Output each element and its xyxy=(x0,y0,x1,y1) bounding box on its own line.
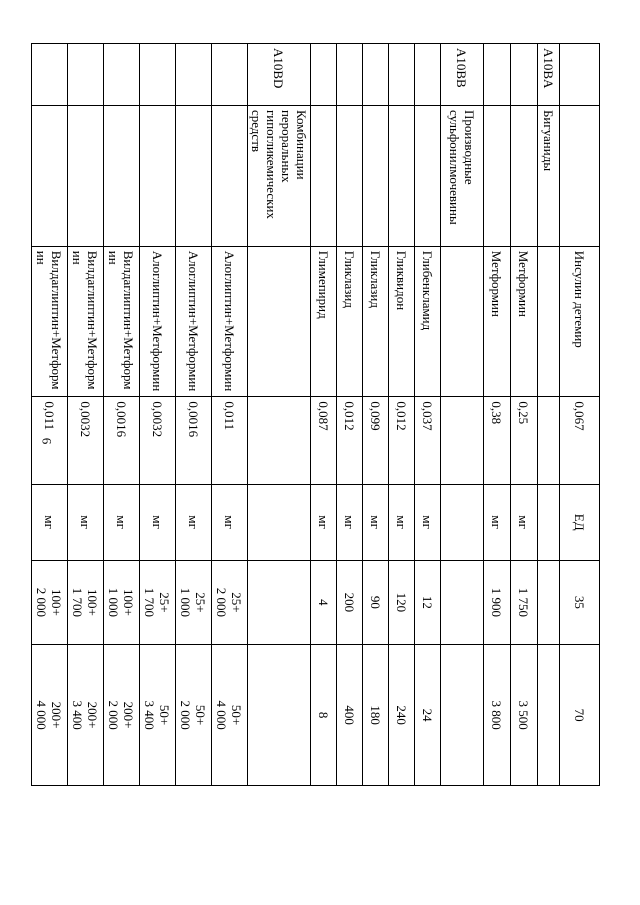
group-name-cell xyxy=(363,105,389,246)
unit-cell: ЕД xyxy=(560,484,600,560)
dose-35-cell xyxy=(212,560,248,644)
drug-name-cell: Инсулин детемир xyxy=(560,246,600,397)
unit-cell: мг xyxy=(389,484,415,560)
cell-text-line: 100+ xyxy=(49,588,65,616)
dose-35-cell xyxy=(68,560,104,644)
empty-cell xyxy=(248,484,311,560)
group-name-cell xyxy=(389,105,415,246)
ratio-cell: 0,012 xyxy=(337,397,363,484)
empty-cell xyxy=(441,484,484,560)
ratio-cell: 0,0032 xyxy=(68,397,104,484)
unit-cell: мг xyxy=(212,484,248,560)
dose-35-cell xyxy=(363,560,389,644)
dose-70-cell xyxy=(484,645,511,786)
dose-35-cell xyxy=(176,560,212,644)
cell-text-line: 2 000 xyxy=(178,700,194,730)
cell-text-line: 2 000 xyxy=(214,587,230,618)
dose-70-cell xyxy=(363,645,389,786)
dose-70-cell xyxy=(415,645,441,786)
table-row xyxy=(176,44,212,786)
unit-cell: мг xyxy=(363,484,389,560)
dose-70-cell: 70 xyxy=(560,645,600,786)
drug-name-cell: Глимепирид xyxy=(311,246,337,397)
cell-text-line: 50+ xyxy=(193,704,209,726)
group-name-cell xyxy=(176,105,212,246)
cell-text-line: 1 700 xyxy=(142,587,158,618)
cell-text-line: Вилдаглиптин+Метформ xyxy=(121,250,137,390)
group-name-cell xyxy=(212,105,248,246)
atc-code-cell: A10BA xyxy=(538,44,560,106)
dose-70-cell xyxy=(212,645,248,786)
dose-70-cell xyxy=(32,645,68,786)
drug-name-cell: Метформин xyxy=(484,246,511,397)
atc-code-cell xyxy=(68,44,104,106)
dose-70-cell xyxy=(389,645,415,786)
cell-text-line: 4 xyxy=(316,599,331,606)
table-row xyxy=(212,44,248,786)
cell-text-line: 8 xyxy=(316,711,331,719)
rotated-table-container xyxy=(34,43,600,786)
unit-cell: мг xyxy=(68,484,104,560)
ratio-cell: 0,011 xyxy=(32,397,68,484)
table-row xyxy=(415,44,441,786)
dose-70-cell xyxy=(337,645,363,786)
group-name-cell xyxy=(441,105,484,246)
ratio-cell: 0,38 xyxy=(484,397,511,484)
cell-text-line: 200+ xyxy=(85,701,101,729)
cell-text-line: 400 xyxy=(342,705,357,725)
table-row xyxy=(32,44,68,786)
dose-35-cell xyxy=(484,560,511,644)
empty-cell xyxy=(248,560,311,644)
ratio-cell: 0,087 xyxy=(311,397,337,484)
group-name-cell xyxy=(560,105,600,246)
cell-text-line: 200+ xyxy=(49,701,65,729)
cell-text-line: сульфонилмочевины xyxy=(447,109,462,225)
empty-cell xyxy=(441,645,484,786)
table-row xyxy=(311,44,337,786)
dose-35-cell xyxy=(104,560,140,644)
dose-70-cell xyxy=(176,645,212,786)
group-row xyxy=(248,44,311,786)
ratio-cell: 0,037 xyxy=(415,397,441,484)
cell-text-line: 4 000 xyxy=(34,700,50,730)
cell-text-line: 1 000 xyxy=(178,587,194,618)
cell-text-line: 25+ xyxy=(157,592,173,613)
group-name-cell xyxy=(337,105,363,246)
group-name-cell xyxy=(484,105,511,246)
table-row xyxy=(363,44,389,786)
group-name-cell xyxy=(32,105,68,246)
table-row xyxy=(337,44,363,786)
cell-text-line: 240 xyxy=(394,705,409,725)
cell-text-line: ин xyxy=(34,250,50,265)
cell-text-line: 100+ xyxy=(121,588,137,616)
drug-dose-table xyxy=(31,43,600,786)
dose-35-cell xyxy=(32,560,68,644)
ratio-cell: 0,012 xyxy=(389,397,415,484)
empty-cell xyxy=(248,246,311,397)
group-row xyxy=(538,44,560,786)
group-name-cell: Бигуаниды xyxy=(538,105,560,246)
dose-70-cell xyxy=(311,645,337,786)
cell-text-line: 50+ xyxy=(157,704,173,726)
dose-70-cell xyxy=(104,645,140,786)
ratio-cell: 0,0016 xyxy=(104,397,140,484)
cell-text-line: Производные xyxy=(462,109,477,185)
atc-code-cell xyxy=(337,44,363,106)
unit-cell: мг xyxy=(32,484,68,560)
table-row xyxy=(560,44,600,786)
atc-code-cell: A10BD xyxy=(248,44,311,106)
dose-35-cell xyxy=(389,560,415,644)
drug-name-cell: Гликлазид xyxy=(337,246,363,397)
atc-code-cell xyxy=(484,44,511,106)
group-name-cell xyxy=(415,105,441,246)
cell-text-line: 1 000 xyxy=(106,587,122,618)
cell-text-line: 50+ xyxy=(229,704,245,726)
cell-text-line: 100+ xyxy=(85,588,101,616)
drug-name-cell: Алоглиптин+Метформин xyxy=(176,246,212,397)
dose-35-cell: 35 xyxy=(560,560,600,644)
cell-text-line: 120 xyxy=(394,592,409,613)
atc-code-cell xyxy=(104,44,140,106)
empty-cell xyxy=(248,645,311,786)
cell-text-line: ин xyxy=(106,250,122,265)
cell-text-line: 12 xyxy=(420,595,435,609)
cell-text-line: 200+ xyxy=(121,701,137,729)
ratio-cell: 0,0032 xyxy=(140,397,176,484)
ratio-cell: 0,25 xyxy=(511,397,538,484)
drug-name-cell xyxy=(32,246,68,397)
drug-name-cell: Алоглиптин+Метформин xyxy=(212,246,248,397)
group-name-cell xyxy=(511,105,538,246)
cell-text-line: 3 400 xyxy=(70,700,86,730)
atc-code-cell xyxy=(560,44,600,106)
unit-cell: мг xyxy=(176,484,212,560)
table-row xyxy=(68,44,104,786)
atc-code-cell xyxy=(389,44,415,106)
atc-code-cell xyxy=(32,44,68,106)
cell-text-line: 1 750 xyxy=(516,587,532,618)
unit-cell: мг xyxy=(511,484,538,560)
table-row xyxy=(140,44,176,786)
atc-code-cell: A10BB xyxy=(441,44,484,106)
group-name-cell xyxy=(311,105,337,246)
cell-text-line: 180 xyxy=(368,705,383,725)
cell-text-line: ин xyxy=(70,250,86,265)
dose-35-cell xyxy=(140,560,176,644)
atc-code-cell xyxy=(311,44,337,106)
dose-70-cell xyxy=(511,645,538,786)
atc-code-cell xyxy=(415,44,441,106)
cell-text-line: 2 000 xyxy=(34,587,50,618)
group-name-cell xyxy=(68,105,104,246)
empty-cell xyxy=(441,246,484,397)
table-row xyxy=(511,44,538,786)
cell-text-line: 4 000 xyxy=(214,700,230,730)
unit-cell: мг xyxy=(311,484,337,560)
group-name-cell xyxy=(248,105,311,246)
cell-text-line: 200 xyxy=(342,592,357,613)
cell-text-line: Вилдаглиптин+Метформ xyxy=(85,250,101,390)
drug-name-cell: Метформин xyxy=(511,246,538,397)
unit-cell: мг xyxy=(104,484,140,560)
drug-name-cell xyxy=(104,246,140,397)
empty-cell xyxy=(441,560,484,644)
cell-text-line: 25+ xyxy=(229,592,245,613)
table-row xyxy=(104,44,140,786)
unit-cell: мг xyxy=(484,484,511,560)
page-number: 6 xyxy=(39,437,55,445)
group-name-cell xyxy=(104,105,140,246)
atc-code-cell xyxy=(140,44,176,106)
cell-text-line: 2 000 xyxy=(106,700,122,730)
cell-text-line: 90 xyxy=(368,595,383,609)
empty-cell xyxy=(248,397,311,484)
ratio-cell: 0,011 xyxy=(212,397,248,484)
cell-text-line: 1 700 xyxy=(70,587,86,618)
cell-text-line: Вилдаглиптин+Метформ xyxy=(49,250,65,390)
unit-cell: мг xyxy=(140,484,176,560)
cell-text-line: 24 xyxy=(420,708,435,722)
dose-35-cell xyxy=(311,560,337,644)
drug-name-cell: Глибенкламид xyxy=(415,246,441,397)
unit-cell: мг xyxy=(337,484,363,560)
cell-text-line: 1 900 xyxy=(489,587,505,618)
group-name-cell xyxy=(140,105,176,246)
table-row xyxy=(484,44,511,786)
cell-text-line: 25+ xyxy=(193,592,209,613)
drug-name-cell: Гликлазид xyxy=(363,246,389,397)
dose-35-cell xyxy=(511,560,538,644)
ratio-cell: 0,099 xyxy=(363,397,389,484)
atc-code-cell xyxy=(176,44,212,106)
cell-text-line: 3 500 xyxy=(516,700,532,730)
drug-name-cell: Гликвидон xyxy=(389,246,415,397)
group-row xyxy=(441,44,484,786)
ratio-cell: 0,067 xyxy=(560,397,600,484)
dose-35-cell xyxy=(415,560,441,644)
atc-code-cell xyxy=(212,44,248,106)
drug-name-cell: Алоглиптин+Метформин xyxy=(140,246,176,397)
cell-text-line: 3 800 xyxy=(489,700,505,730)
cell-text-line: гипогликемических средств xyxy=(249,109,279,219)
drug-name-cell xyxy=(68,246,104,397)
dose-35-cell xyxy=(337,560,363,644)
unit-cell: мг xyxy=(415,484,441,560)
cell-text-line: 3 400 xyxy=(142,700,158,730)
dose-70-cell xyxy=(140,645,176,786)
table-row xyxy=(389,44,415,786)
cell-text-line: Комбинации пероральных xyxy=(279,109,309,183)
ratio-cell: 0,0016 xyxy=(176,397,212,484)
atc-code-cell xyxy=(511,44,538,106)
empty-cell xyxy=(441,397,484,484)
dose-70-cell xyxy=(68,645,104,786)
atc-code-cell xyxy=(363,44,389,106)
